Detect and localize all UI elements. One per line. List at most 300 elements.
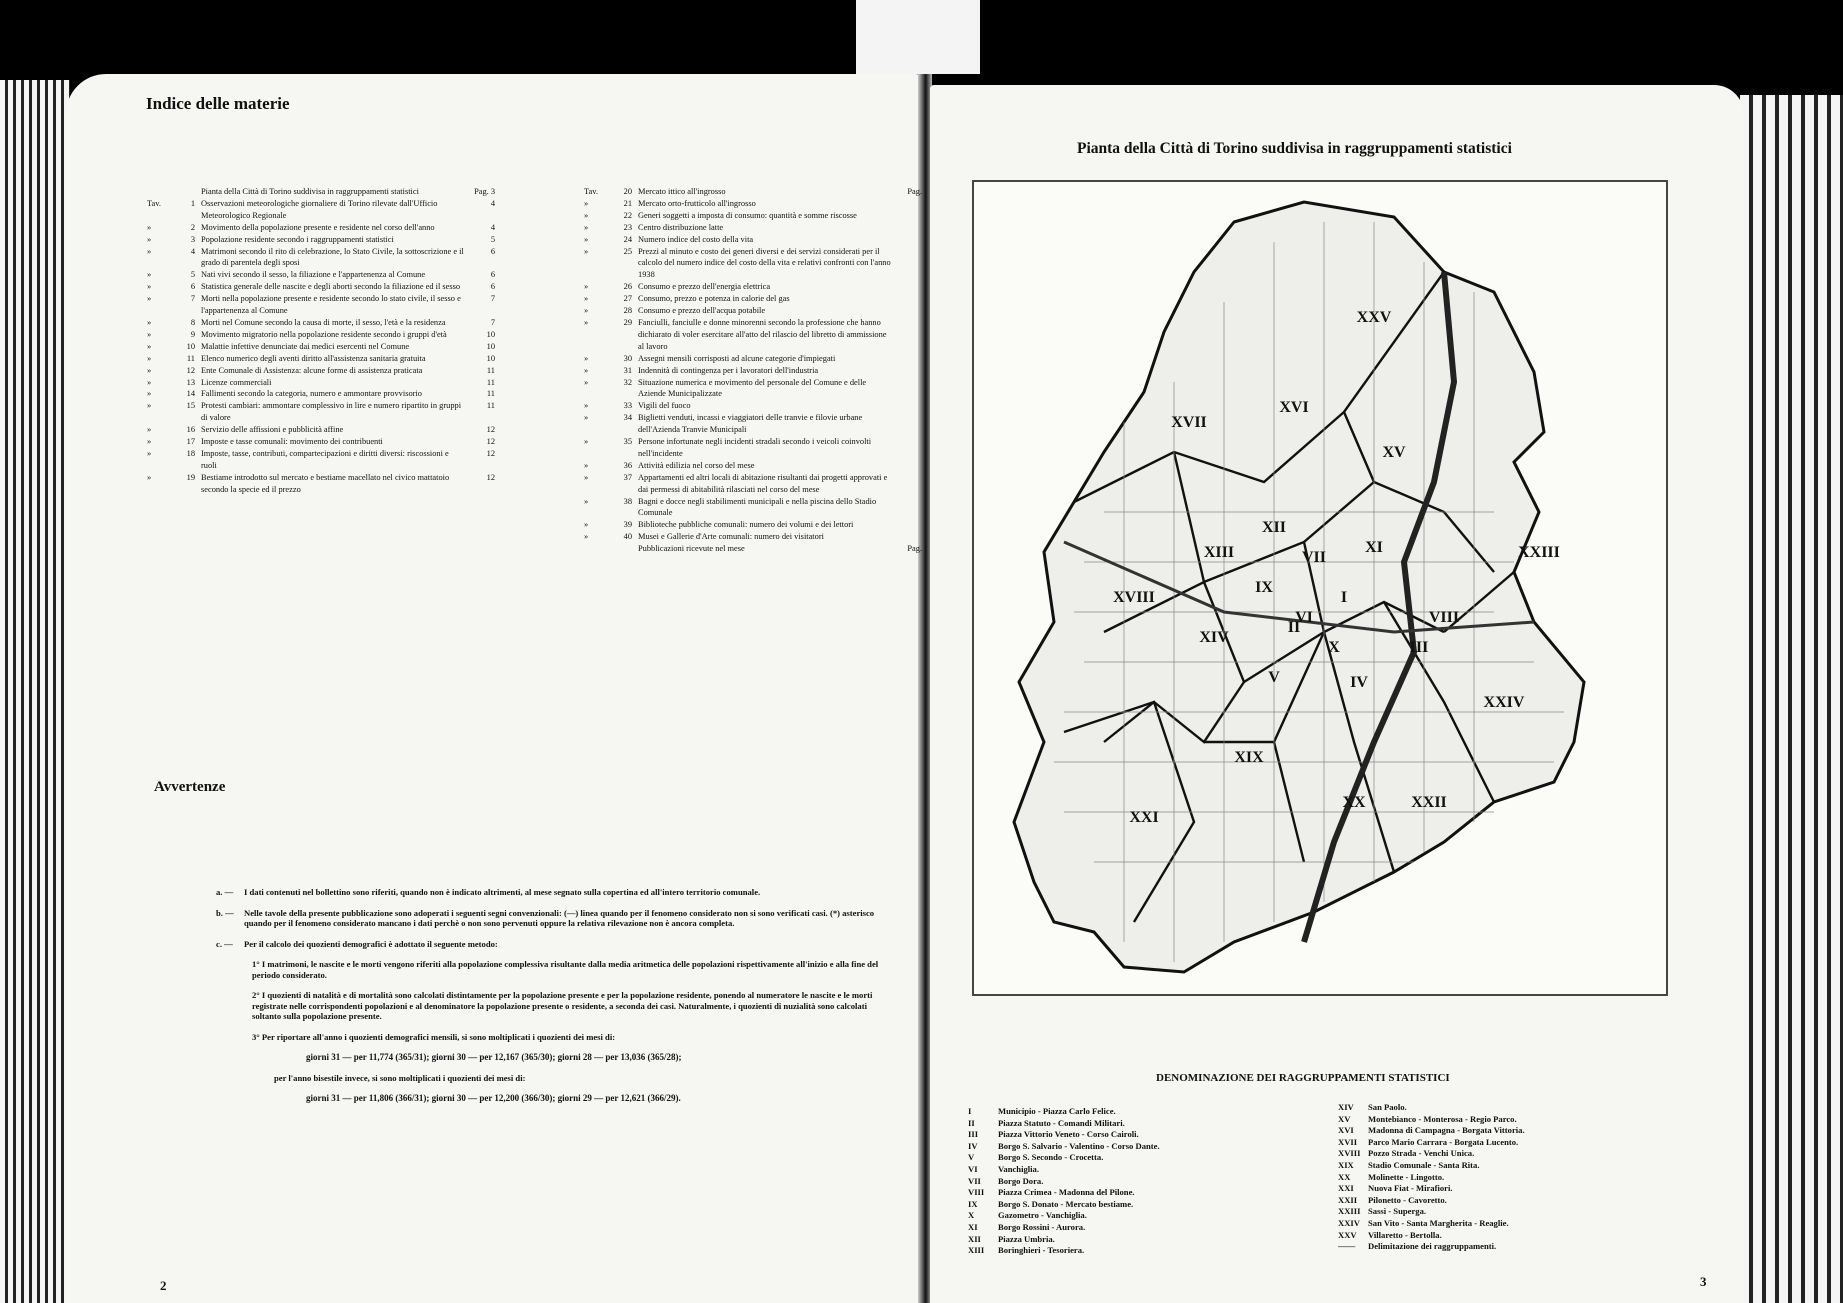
- toc-text: Movimento della popolazione presente e residente nel corso dell'anno: [201, 222, 435, 232]
- district-label: XI: [1365, 539, 1383, 556]
- district-label: II: [1287, 619, 1301, 636]
- toc-text: Statistica generale delle nascite e degli aborti secondo la filiazione ed il sesso: [201, 282, 461, 292]
- toc-page: 12: [486, 437, 495, 447]
- note-b-text: Nelle tavole della presente pubblicazione sono adoperati i seguenti segni convenzionali: (—) linea quando per il fenomeno considerato non si sono verificati casi. (*) asterisco quando per il fenomeno considerato mancano i dati perchè o non sono pervenuti oppure la relativa rilevazione non è ancora completa.: [244, 907, 875, 928]
- legend-name: Nuova Fiat - Mirafiori.: [1368, 1183, 1453, 1194]
- toc-row: [584, 293, 922, 305]
- legend-row: [968, 1199, 1328, 1211]
- legend-name: Montebianco - Monterosa - Regio Parco.: [1368, 1113, 1517, 1124]
- toc-page: 6: [490, 270, 495, 280]
- legend-row: [1338, 1125, 1718, 1137]
- toc-number: 33: [623, 401, 632, 411]
- toc-tav: Tav.: [584, 187, 598, 196]
- toc-number: 24: [623, 234, 632, 244]
- toc-number: 17: [186, 437, 195, 447]
- toc-text: Licenze commerciali: [201, 377, 272, 387]
- legend-number: XIII: [968, 1245, 985, 1256]
- district-label: XIV: [1199, 629, 1229, 646]
- legend-row: [1338, 1172, 1718, 1184]
- index-heading: Indice delle materie: [146, 94, 290, 113]
- legend-row: [1338, 1102, 1718, 1114]
- toc-number: 35: [623, 437, 632, 447]
- legend-number: XXIII: [1338, 1206, 1361, 1217]
- legend-number: XII: [968, 1233, 981, 1244]
- legend-number: XIX: [1338, 1159, 1354, 1170]
- legend-number: V: [968, 1152, 975, 1163]
- toc-text: Bagni e docce negli stabilimenti municipali e nella piscina dello Stadio Comunale: [638, 496, 877, 518]
- toc-tav: »: [147, 270, 152, 280]
- toc-row: [147, 246, 495, 270]
- toc-tav: »: [584, 437, 589, 447]
- legend-name: Piazza Vittorio Veneto - Corso Cairoli.: [998, 1129, 1139, 1140]
- legend-name: Pilonetto - Cavoretto.: [1368, 1194, 1447, 1205]
- toc-tav: »: [584, 306, 589, 316]
- toc-tav: »: [147, 437, 152, 447]
- district-label: XVIII: [1113, 589, 1155, 606]
- toc-row: [147, 317, 495, 329]
- district-label: XXI: [1129, 809, 1159, 826]
- toc-tav: »: [584, 222, 589, 232]
- toc-number: 22: [623, 210, 632, 220]
- toc-text: Generi soggetti a imposta di consumo: quantità e somme riscosse: [638, 210, 857, 220]
- toc-row: [584, 305, 922, 317]
- toc-number: 4: [190, 246, 195, 256]
- toc-text: Numero indice del costo della vita: [638, 234, 754, 244]
- legend-number: X: [968, 1210, 975, 1221]
- toc-tav: »: [147, 282, 152, 292]
- legend-row: [968, 1118, 1328, 1130]
- toc-tav: »: [147, 377, 152, 387]
- notes-block: [216, 887, 884, 1114]
- legend-number: XVI: [1338, 1125, 1354, 1136]
- toc-row: [147, 234, 495, 246]
- toc-page: [892, 234, 922, 246]
- legend-row: [1338, 1114, 1718, 1126]
- toc-column-left: [147, 186, 495, 496]
- note-a-text: I dati contenuti nel bollettino sono riferiti, quando non è indicato altrimenti, al mese segnato sulla copertina ed all'intero territorio comunale.: [244, 887, 761, 897]
- toc-page: [892, 281, 922, 293]
- toc-text: Consumo e prezzo dell'energia elettrica: [638, 282, 771, 292]
- toc-row: [147, 424, 495, 436]
- toc-page: 10: [486, 329, 495, 339]
- toc-page: [892, 460, 922, 472]
- right-page-edges: [1740, 95, 1843, 1303]
- toc-text: Fallimenti secondo la categoria, numero e ammontare provvisorio: [201, 389, 422, 399]
- legend-name: San Paolo.: [1368, 1102, 1407, 1112]
- toc-text: Matrimoni secondo il rito di celebrazione, lo Stato Civile, la sottoscrizione e il grado di parentela degli sposi: [201, 246, 464, 268]
- legend-number: VI: [968, 1163, 978, 1174]
- toc-page: [892, 436, 922, 460]
- toc-text: Servizio delle affissioni e pubblicità affine: [201, 425, 344, 435]
- toc-page: [892, 531, 922, 543]
- toc-text: Movimento migratorio nella popolazione residente secondo i gruppi d'età: [201, 329, 447, 339]
- toc-text: Biglietti venduti, incassi e viaggiatori delle tranvie e filovie urbane dell'Azienda Tranvie Municipali: [638, 413, 863, 435]
- toc-number: 34: [623, 413, 632, 423]
- legend-name: Borgo S. Secondo - Crocetta.: [998, 1152, 1104, 1163]
- turin-map: [974, 182, 1666, 994]
- toc-row: [584, 412, 922, 436]
- toc-row: [584, 317, 922, 353]
- toc-number: 2: [190, 222, 195, 232]
- toc-row: [584, 210, 922, 222]
- toc-text: Mercato ittico all'ingrosso: [638, 187, 726, 196]
- toc-page: [892, 377, 922, 401]
- toc-tav: »: [584, 294, 589, 304]
- legend-number: XVII: [1338, 1136, 1358, 1147]
- legend-number: XXII: [1338, 1194, 1358, 1205]
- toc-tav: »: [147, 365, 152, 375]
- legend-row: [968, 1176, 1328, 1188]
- legend-row: [1338, 1206, 1718, 1218]
- toc-number: 36: [623, 460, 632, 470]
- toc-row: [584, 436, 922, 460]
- toc-number: 39: [623, 520, 632, 530]
- legend-name: Boringhieri - Tesoriera.: [998, 1245, 1085, 1256]
- toc-row: [147, 198, 495, 222]
- toc-tav: »: [584, 210, 589, 220]
- toc-row: [147, 448, 495, 472]
- legend-number: XXV: [1338, 1229, 1357, 1240]
- legend-name: Molinette - Lingotto.: [1368, 1171, 1445, 1182]
- toc-text: Fanciulli, fanciulle e donne minorenni secondo la professione che hanno dichiarato di voler esercitare all'atto del rilascio del libretto di ammissione al lavoro: [638, 317, 887, 351]
- toc-tav: »: [147, 317, 152, 327]
- legend-name: Piazza Crimea - Madonna del Pilone.: [998, 1187, 1135, 1198]
- toc-tav: »: [147, 425, 152, 435]
- toc-page: Pag. 3: [474, 187, 495, 196]
- note-a: [216, 887, 884, 898]
- toc-tav: »: [147, 389, 152, 399]
- toc-tav: »: [147, 341, 152, 351]
- legend-number: IV: [968, 1140, 978, 1151]
- toc-row: [584, 531, 922, 543]
- toc-tav: »: [147, 246, 152, 256]
- note-b: [216, 908, 884, 929]
- district-label: XVII: [1171, 414, 1207, 431]
- toc-text: Mercato orto-frutticolo all'ingrosso: [638, 198, 756, 208]
- toc-page: [892, 472, 922, 496]
- district-label: IV: [1350, 674, 1368, 691]
- toc-number: 1: [190, 198, 195, 208]
- toc-page: [892, 222, 922, 234]
- toc-number: 12: [186, 365, 195, 375]
- district-label: X: [1328, 639, 1340, 656]
- toc-number: 31: [623, 365, 632, 375]
- legend-name: Borgo S. Salvario - Valentino - Corso Dante.: [998, 1140, 1160, 1151]
- toc-number: 38: [623, 496, 632, 506]
- note-c-label: c. —: [216, 938, 233, 949]
- legend-row: [968, 1141, 1328, 1153]
- legend-row: [968, 1245, 1328, 1257]
- toc-row: [584, 496, 922, 520]
- toc-page: Pag.: [907, 544, 922, 554]
- note-c3: 3° Per riportare all'anno i quozienti demografici mensili, si sono moltiplicati i quozienti dei mesi di:: [252, 1031, 616, 1042]
- note-c-text: Per il calcolo dei quozienti demografici è adottato il seguente metodo:: [244, 938, 498, 949]
- toc-row: [147, 436, 495, 448]
- page-tab-marker: [856, 0, 980, 74]
- toc-page: [892, 353, 922, 365]
- toc-page: [892, 317, 922, 353]
- legend-name: Borgo S. Donato - Mercato bestiame.: [998, 1198, 1134, 1209]
- legend-row: [1338, 1195, 1718, 1207]
- legend-number: XX: [1338, 1171, 1351, 1182]
- avvertenze-heading: Avvertenze: [154, 779, 226, 795]
- toc-row: [147, 341, 495, 353]
- legend-number: XV: [1338, 1113, 1351, 1124]
- legend-row: [968, 1234, 1328, 1246]
- toc-page: 12: [486, 472, 495, 482]
- toc-number: 8: [190, 317, 195, 327]
- map-title: Pianta della Città di Torino suddivisa in raggruppamenti statistici: [1077, 140, 1512, 157]
- toc-page: [892, 400, 922, 412]
- legend-name: Gazometro - Vanchiglia.: [998, 1210, 1087, 1221]
- toc-row: [584, 198, 922, 210]
- toc-text: Biblioteche pubbliche comunali: numero dei volumi e dei lettori: [638, 520, 854, 530]
- toc-row: [147, 329, 495, 341]
- toc-tav: »: [584, 234, 589, 244]
- district-label: XII: [1261, 519, 1287, 536]
- toc-row: [147, 365, 495, 377]
- toc-number: 10: [186, 341, 195, 351]
- toc-row: [147, 388, 495, 400]
- toc-text: Osservazioni meteorologiche giornaliere di Torino rilevate dall'Ufficio Meteorologico Regionale: [201, 198, 438, 220]
- toc-tav: »: [147, 401, 152, 411]
- district-label: XXIII: [1518, 544, 1560, 561]
- toc-page: 10: [486, 341, 495, 351]
- toc-tav: »: [147, 294, 152, 304]
- toc-number: [173, 186, 201, 198]
- legend-row: [968, 1210, 1328, 1222]
- legend-name: Borgo Rossini - Aurora.: [998, 1221, 1086, 1232]
- page-number-right: 3: [1700, 1274, 1707, 1289]
- toc-number: 32: [623, 377, 632, 387]
- left-page-edges: [0, 80, 70, 1303]
- legend-row: [968, 1164, 1328, 1176]
- toc-text: Morti nella popolazione presente e residente secondo lo stato civile, il sesso e l'appartenenza al Comune: [201, 294, 461, 316]
- toc-number: 9: [190, 329, 195, 339]
- city-outline: [1014, 202, 1584, 972]
- toc-page: [892, 293, 922, 305]
- toc-tav: »: [584, 317, 589, 327]
- legend-column-right: [1338, 1102, 1718, 1253]
- legend-row: [1338, 1241, 1718, 1253]
- toc-text: Prezzi al minuto e costo dei generi diversi e dei servizi considerati per il calcolo del numero indice del costo della vita e relativi confronti con l'anno 1938: [638, 246, 891, 280]
- legend-name: Sassi - Superga.: [1368, 1206, 1427, 1217]
- district-label: VIII: [1428, 609, 1460, 626]
- legend-row: [968, 1187, 1328, 1199]
- toc-page: 7: [490, 294, 495, 304]
- toc-number: 6: [190, 282, 195, 292]
- legend-name: Delimitazione dei raggruppamenti.: [1368, 1241, 1497, 1252]
- toc-tav: »: [584, 496, 589, 506]
- toc-page: 7: [490, 317, 495, 327]
- district-label: XXII: [1411, 794, 1447, 811]
- toc-tav: »: [147, 234, 152, 244]
- toc-row: [584, 460, 922, 472]
- legend-name: Villaretto - Bertolla.: [1368, 1229, 1442, 1240]
- legend-number: XXIV: [1338, 1217, 1360, 1228]
- toc-tav: »: [584, 413, 589, 423]
- toc-page: [892, 365, 922, 377]
- legend-row: [1338, 1183, 1718, 1195]
- toc-number: 3: [190, 234, 195, 244]
- toc-number: [610, 543, 638, 555]
- legend-number: III: [968, 1129, 979, 1140]
- toc-number: 19: [186, 472, 195, 482]
- district-label: XXV: [1356, 309, 1392, 326]
- toc-number: 30: [623, 353, 632, 363]
- toc-page: 4: [490, 198, 495, 208]
- district-label: III: [1409, 639, 1429, 656]
- district-label: XX: [1342, 794, 1366, 811]
- legend-row: [1338, 1230, 1718, 1242]
- legend-row: [1338, 1218, 1718, 1230]
- note-b-label: b. —: [216, 907, 234, 918]
- toc-text: Morti nel Comune secondo la causa di morte, il sesso, l'età e la residenza: [201, 317, 446, 327]
- toc-page: [892, 246, 922, 282]
- legend-row: [1338, 1137, 1718, 1149]
- toc-number: 23: [623, 222, 632, 232]
- toc-text: Consumo e prezzo dell'acqua potabile: [638, 306, 766, 316]
- toc-row: [147, 293, 495, 317]
- toc-text: Malattie infettive denunciate dai medici esercenti nel Comune: [201, 341, 410, 351]
- toc-text: Appartamenti ed altri locali di abitazione risultanti dai progetti approvati e dai permessi di abitabilità rilasciati nel corso del mese: [638, 472, 888, 494]
- toc-page: 6: [490, 246, 495, 256]
- toc-text: Protesti cambiari: ammontare complessivo in lire e numero ripartito in gruppi di valore: [201, 401, 462, 423]
- legend-number: VII: [968, 1175, 981, 1186]
- toc-text: Centro distribuzione latte: [638, 222, 724, 232]
- toc-number: 40: [623, 532, 632, 542]
- toc-row: [147, 186, 495, 198]
- toc-tav: »: [147, 329, 152, 339]
- toc-tav: »: [584, 460, 589, 470]
- toc-page: 5: [490, 234, 495, 244]
- toc-text: Consumo, prezzo e potenza in calorie del gas: [638, 294, 790, 304]
- toc-row: [584, 222, 922, 234]
- legend-number: ——: [1338, 1241, 1356, 1252]
- toc-text: Indennità di contingenza per i lavoratori dell'industria: [638, 365, 819, 375]
- toc-number: 20: [623, 187, 632, 196]
- toc-tav: »: [147, 472, 152, 482]
- toc-tav: »: [147, 353, 152, 363]
- toc-text: Ente Comunale di Assistenza: alcune forme di assistenza praticata: [201, 365, 423, 375]
- toc-tav: »: [584, 198, 589, 208]
- legend-row: [1338, 1160, 1718, 1172]
- district-label: XV: [1382, 444, 1406, 461]
- toc-row: [584, 281, 922, 293]
- toc-tav: [147, 186, 173, 198]
- legend-row: [968, 1152, 1328, 1164]
- toc-number: 29: [623, 317, 632, 327]
- toc-row: [147, 472, 495, 496]
- toc-text: Nati vivi secondo il sesso, la filiazione e l'appartenenza al Comune: [201, 270, 426, 280]
- toc-page: 10: [486, 353, 495, 363]
- toc-page: [892, 496, 922, 520]
- legend-name: Stadio Comunale - Santa Rita.: [1368, 1159, 1480, 1170]
- toc-page: 12: [486, 448, 495, 458]
- toc-page: [892, 305, 922, 317]
- toc-tav: »: [584, 472, 589, 482]
- note-a-label: a. —: [216, 887, 234, 897]
- toc-number: 13: [186, 377, 195, 387]
- note-bisestile: per l'anno bisestile invece, si sono moltiplicati i quozienti dei mesi di:: [274, 1072, 526, 1083]
- toc-text: Musei e Gallerie d'Arte comunali: numero dei visitatori: [638, 532, 824, 542]
- note-c1: 1° I matrimoni, le nascite e le morti vengono riferiti alla popolazione complessiva risultante dalla media aritmetica delle popolazioni rispettivamente all'inizio e alla fine del periodo considerato.: [252, 959, 879, 980]
- legend-number: VIII: [968, 1187, 985, 1198]
- toc-number: 27: [623, 294, 632, 304]
- toc-number: 26: [623, 282, 632, 292]
- legend-name: Piazza Statuto - Comandi Militari.: [998, 1117, 1125, 1128]
- district-label: VII: [1301, 549, 1327, 566]
- toc-number: 25: [623, 246, 632, 256]
- toc-number: 15: [186, 401, 195, 411]
- legend-number: II: [968, 1117, 975, 1128]
- legend-name: Parco Mario Carrara - Borgata Lucento.: [1368, 1136, 1519, 1147]
- toc-row: [584, 543, 922, 555]
- legend-row: [968, 1129, 1328, 1141]
- toc-text: Attività edilizia nel corso del mese: [638, 460, 755, 470]
- toc-row: [147, 400, 495, 424]
- district-label: XIII: [1203, 544, 1235, 561]
- district-label: XXIV: [1483, 694, 1525, 711]
- toc-number: 7: [190, 294, 195, 304]
- toc-tav: »: [584, 282, 589, 292]
- toc-page: [892, 412, 922, 436]
- toc-page: 11: [486, 365, 495, 375]
- district-label: V: [1268, 669, 1280, 686]
- note-c2: 2° I quozienti di natalità e di mortalità sono calcolati distintamente per la popolazione presente e per la popolazione residente, ponendo al numeratore le nascite e le morti registrate nelle corrispondenti popolazioni e al denominatore la popolazione presente o residente, a seconda dei casi. Naturalmente, i quozienti di nuzialità sono calcolati soltanto sulla popolazione presente.: [252, 990, 873, 1021]
- toc-page: [892, 210, 922, 222]
- toc-tav: »: [584, 520, 589, 530]
- toc-row: [584, 353, 922, 365]
- toc-number: 14: [186, 389, 195, 399]
- toc-number: 37: [623, 472, 632, 482]
- toc-tav: »: [584, 246, 589, 256]
- toc-number: 11: [186, 353, 195, 363]
- turin-map-frame: [972, 180, 1668, 996]
- note-c: [216, 939, 884, 950]
- toc-text: Pubblicazioni ricevute nel mese: [638, 544, 745, 554]
- legend-row: [968, 1106, 1328, 1118]
- toc-row: [584, 246, 922, 282]
- legend-number: XXI: [1338, 1183, 1354, 1194]
- legend-name: Piazza Umbria.: [998, 1233, 1055, 1244]
- toc-row: [584, 472, 922, 496]
- legend-name: Madonna di Campagna - Borgata Vittoria.: [1368, 1125, 1525, 1136]
- toc-text: Assegni mensili corrisposti ad alcune categorie d'impiegati: [638, 353, 836, 363]
- toc-column-right: [584, 186, 922, 555]
- toc-tav: »: [584, 365, 589, 375]
- toc-page: [892, 198, 922, 210]
- toc-page: 12: [486, 425, 495, 435]
- toc-row: [584, 186, 922, 198]
- district-label: I: [1340, 589, 1348, 606]
- district-label: IX: [1255, 579, 1273, 596]
- toc-tav: [584, 543, 610, 555]
- toc-page: 6: [490, 282, 495, 292]
- toc-tav: »: [147, 222, 152, 232]
- legend-row: [1338, 1148, 1718, 1160]
- toc-row: [147, 222, 495, 234]
- toc-row: [584, 365, 922, 377]
- toc-text: Situazione numerica e movimento del personale del Comune e delle Aziende Municipalizzate: [638, 377, 867, 399]
- toc-number: 16: [186, 425, 195, 435]
- legend-name: San Vito - Santa Margherita - Reaglie.: [1368, 1217, 1509, 1228]
- toc-number: 21: [623, 198, 632, 208]
- toc-page: 4: [490, 222, 495, 232]
- toc-tav: »: [147, 448, 152, 458]
- toc-text: Vigili del fuoco: [638, 401, 691, 411]
- legend-column-left: [968, 1106, 1328, 1257]
